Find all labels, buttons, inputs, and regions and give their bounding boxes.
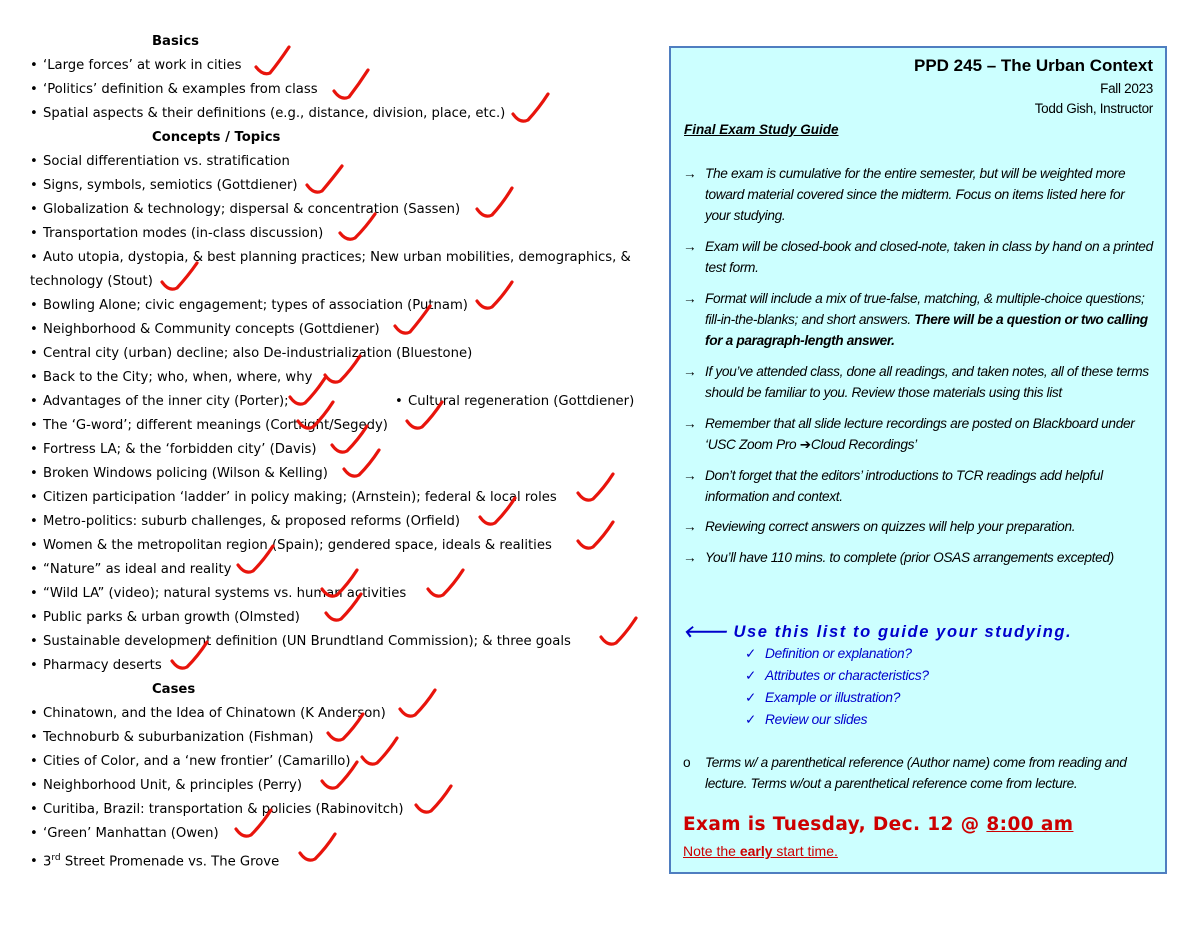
check-item: ✓ Review our slides xyxy=(745,712,868,727)
basics-header: Basics xyxy=(152,34,199,49)
term-label: Fall 2023 xyxy=(1100,81,1153,96)
right-arrow-icon: → xyxy=(683,550,697,565)
list-item: • Central city (urban) decline; also De-industrialization (Bluestone) xyxy=(30,346,473,361)
right-arrow-icon: → xyxy=(683,468,697,483)
early-start-note: Note the early start time. xyxy=(683,843,838,859)
right-arrow-icon: → xyxy=(683,364,697,379)
list-item: • Cities of Color, and a ‘new frontier’ (Camarillo) xyxy=(30,754,351,769)
list-item: • Neighborhood & Community concepts (Gottdiener) xyxy=(30,322,380,337)
list-item-inline: • Cultural regeneration (Gottdiener) xyxy=(395,394,635,409)
topic-list xyxy=(30,30,655,874)
note-item: → Remember that all slide lecture recordings are posted on Blackboard under ‘USC Zoom Pro ➔Cloud Recordings’ xyxy=(683,413,1153,455)
list-item: • Technoburb & suburbanization (Fishman) xyxy=(30,730,314,745)
right-arrow-icon: → xyxy=(683,519,697,534)
note-item: → Reviewing correct answers on quizzes will help your preparation. xyxy=(683,516,1153,537)
checkmark-icon: ✓ xyxy=(745,668,757,683)
check-item: ✓ Definition or explanation? xyxy=(745,646,912,661)
list-item: • Spatial aspects & their definitions (e.g., distance, division, place, etc.) xyxy=(30,106,506,121)
checkmark-icon: ✓ xyxy=(745,690,757,705)
instructor-label: Todd Gish, Instructor xyxy=(1034,101,1153,116)
list-item: • 3rd Street Promenade vs. The Grove xyxy=(30,853,280,870)
list-item: • Citizen participation ‘ladder’ in policy making; (Arnstein); federal & local roles xyxy=(30,490,557,505)
list-item: • Auto utopia, dystopia, & best planning practices; New urban mobilities, demographics, & technology (Stout) xyxy=(30,250,631,289)
course-title: PPD 245 – The Urban Context xyxy=(913,56,1153,75)
list-item: • Transportation modes (in-class discussion) xyxy=(30,226,324,241)
list-item: • Sustainable development definition (UN Brundtland Commission); & three goals xyxy=(30,634,571,649)
check-item: ✓ Attributes or characteristics? xyxy=(745,668,929,683)
list-item: • Signs, symbols, semiotics (Gottdiener) xyxy=(30,178,298,193)
note-item: → Format will include a mix of true-false, matching, & multiple-choice questions; fill-in-the-blanks; and short answers. There will be a question or two calling for a paragraph-length answer. xyxy=(683,288,1153,351)
list-item: • ‘Politics’ definition & examples from class xyxy=(30,82,318,97)
check-item: ✓ Example or illustration? xyxy=(745,690,901,705)
use-list-heading: 🡐 Use this list to guide your studying. xyxy=(683,623,1073,641)
concepts-header: Concepts / Topics xyxy=(152,130,281,145)
list-item: • Metro-politics: suburb challenges, & proposed reforms (Orfield) xyxy=(30,514,461,529)
list-item: • Globalization & technology; dispersal & concentration (Sassen) xyxy=(30,202,461,217)
list-item: • The ‘G-word’; different meanings (Cortright/Segedy) xyxy=(30,418,388,433)
list-item: • Back to the City; who, when, where, why xyxy=(30,370,313,385)
cases-header: Cases xyxy=(152,682,196,697)
list-item: • Curitiba, Brazil: transportation & policies (Rabinovitch) xyxy=(30,802,404,817)
right-arrow-icon: → xyxy=(683,416,697,431)
note-item: → Exam will be closed-book and closed-note, taken in class by hand on a printed test form. xyxy=(683,236,1153,278)
left-arrow-icon: 🡐 xyxy=(683,623,728,641)
list-item: • Bowling Alone; civic engagement; types of association (Putnam) xyxy=(30,298,468,313)
guide-title: Final Exam Study Guide xyxy=(684,122,839,137)
right-arrow-icon: ➔ xyxy=(799,437,811,452)
terms-note: o Terms w/ a parenthetical reference (Author name) come from reading and lecture. Terms w/out a parenthetical reference come from lecture. xyxy=(683,752,1153,794)
right-arrow-icon: → xyxy=(683,166,697,181)
right-arrow-icon: → xyxy=(683,239,697,254)
list-item: • Fortress LA; & the ‘forbidden city’ (Davis) xyxy=(30,442,317,457)
list-item: • Public parks & urban growth (Olmsted) xyxy=(30,610,300,625)
note-item: → If you’ve attended class, done all readings, and taken notes, all of these terms should be familiar to you. Review those materials using this list xyxy=(683,361,1153,403)
list-item: • Pharmacy deserts xyxy=(30,658,162,673)
list-item: • Advantages of the inner city (Porter); • Cultural regeneration (Gottdiener) xyxy=(30,390,655,414)
list-item: • Women & the metropolitan region (Spain); gendered space, ideals & realities xyxy=(30,538,552,553)
exam-date: Exam is Tuesday, Dec. 12 @ 8:00 am xyxy=(683,814,1074,835)
list-item: • Broken Windows policing (Wilson & Kelling) xyxy=(30,466,328,481)
list-item: • Neighborhood Unit, & principles (Perry) xyxy=(30,778,303,793)
list-item: • “Nature” as ideal and reality xyxy=(30,562,232,577)
note-item: → Don’t forget that the editors’ introductions to TCR readings add helpful information and context. xyxy=(683,465,1153,507)
note-item: → You’ll have 110 mins. to complete (prior OSAS arrangements excepted) xyxy=(683,547,1153,568)
list-item: • ‘Large forces’ at work in cities xyxy=(30,58,242,73)
circle-bullet-icon: o xyxy=(683,755,691,770)
note-item: → The exam is cumulative for the entire semester, but will be weighted more toward material covered since the midterm. Focus on items listed here for your studying. xyxy=(683,163,1153,226)
study-guide-panel xyxy=(669,46,1167,874)
list-item: • ‘Green’ Manhattan (Owen) xyxy=(30,826,219,841)
list-item: • “Wild LA” (video); natural systems vs. human activities xyxy=(30,586,407,601)
checkmark-icon: ✓ xyxy=(745,712,757,727)
checkmark-icon: ✓ xyxy=(745,646,757,661)
list-item: • Social differentiation vs. stratification xyxy=(30,154,290,169)
right-arrow-icon: → xyxy=(683,291,697,306)
list-item: • Chinatown, and the Idea of Chinatown (K Anderson) xyxy=(30,706,386,721)
